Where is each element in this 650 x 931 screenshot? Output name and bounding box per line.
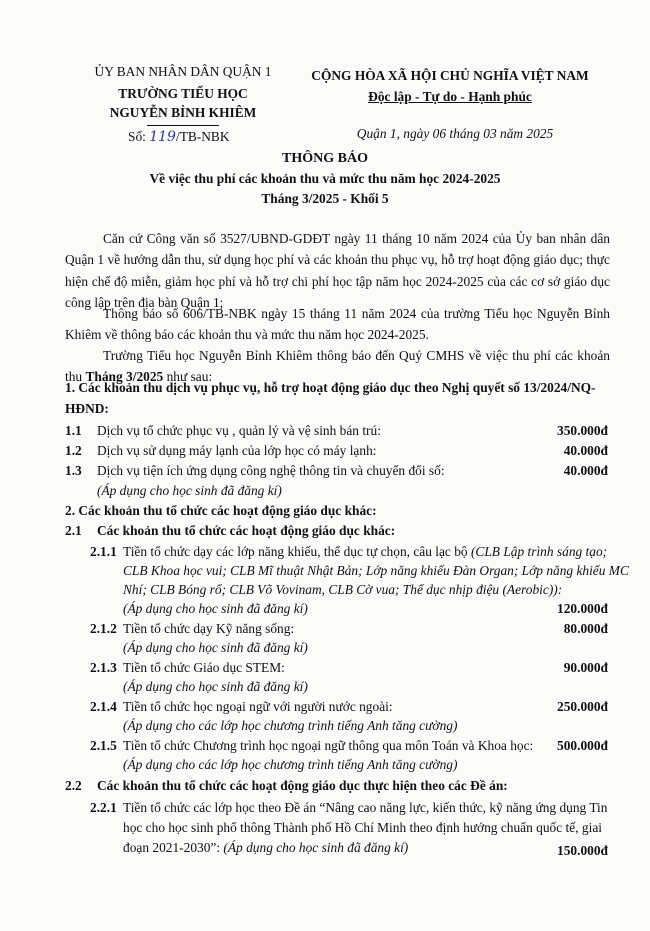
item-note: (Áp dụng cho học sinh đã đăng kí)	[123, 679, 308, 694]
item-text: Tiền tổ chức Giáo dục STEM:	[123, 660, 285, 675]
item-text: Dịch vụ tổ chức phục vụ , quản lý và vệ sinh bán trú:	[97, 423, 381, 438]
intro-paragraph-3-text: Trường Tiểu học Nguyễn Bỉnh Khiêm thông báo đến Quý CMHS về việc thu phí các khoản thu	[65, 348, 610, 385]
intro-paragraph-2: Thông báo số 606/TB-NBK ngày 15 tháng 11 năm 2024 của trường Tiểu học Nguyễn Bỉnh Khiêm về thông báo các khoản thu và mức thu năm học 2024-2025.	[65, 306, 610, 343]
item-text: Dịch vụ sử dụng máy lạnh của lớp học có máy lạnh:	[97, 443, 377, 458]
item-note: (Áp dụng cho học sinh đã đăng kí)	[223, 840, 409, 855]
item-text-italic: (CLB Lập trình sáng tạo;	[470, 544, 608, 559]
section2-2-number: 2.2	[65, 778, 82, 793]
section2-heading: 2. Các khoản thu tổ chức các hoạt động giáo dục khác:	[65, 503, 377, 518]
school-name-line1: TRƯỜNG TIỂU HỌC	[118, 86, 248, 101]
motto: Độc lập - Tự do - Hạnh phúc	[368, 89, 532, 104]
item-number: 2.1.1	[90, 544, 117, 559]
item-note: (Áp dụng cho học sinh đã đăng kí)	[123, 640, 308, 655]
notice-period: Tháng 3/2025 - Khối 5	[261, 191, 389, 206]
item-number: 2.2.1	[90, 800, 117, 815]
nation-title: CỘNG HÒA XÃ HỘI CHỦ NGHĨA VIỆT NAM	[311, 68, 589, 83]
section1-heading-line2: HĐND:	[65, 401, 109, 416]
item-amount: 80.000đ	[563, 621, 608, 636]
item-note: (Áp dụng cho học sinh đã đăng kí)	[123, 601, 308, 616]
item-amount: 350.000đ	[557, 423, 608, 438]
item-number: 1.3	[65, 463, 82, 478]
doc-number-suffix: /TB-NBK	[175, 129, 230, 144]
item-number: 2.1.5	[90, 738, 117, 753]
item-amount: 40.000đ	[563, 463, 608, 478]
intro-paragraph-3-bold: Tháng 3/2025	[85, 369, 164, 385]
school-name-line2: NGUYỄN BỈNH KHIÊM	[109, 105, 257, 120]
section2-1-number: 2.1	[65, 523, 82, 538]
item-text: Tiền tổ chức dạy Kỹ năng sống:	[123, 621, 295, 636]
item-note: (Áp dụng cho các lớp học chương trình tiếng Anh tăng cường)	[123, 718, 458, 733]
header-left-underline	[147, 125, 219, 126]
item-number: 1.1	[65, 423, 82, 438]
item-text-line2: học cho học sinh phổ thông Thành phố Hồ Chí Minh theo định hướng chuẩn quốc tế, giai	[123, 820, 602, 835]
item-amount: 250.000đ	[557, 699, 608, 714]
item-text: Tiền tổ chức học ngoại ngữ với người nước ngoài:	[123, 699, 393, 714]
item-text-line1: Tiền tổ chức các lớp học theo Đề án “Nâng cao năng lực, kiến thức, kỹ năng ứng dụng Tin	[123, 800, 608, 815]
notice-subject: Về việc thu phí các khoản thu và mức thu năm học 2024-2025	[149, 171, 501, 186]
item-number: 2.1.4	[90, 699, 117, 714]
item-amount: 150.000đ	[557, 843, 608, 858]
item-note: (Áp dụng cho các lớp học chương trình tiếng Anh tăng cường)	[123, 757, 458, 772]
item-number: 2.1.3	[90, 660, 117, 675]
intro-paragraph-3-tail: như sau:	[163, 369, 213, 385]
doc-number-handwritten: 119	[149, 129, 176, 145]
item-text-plain: Tiền tổ chức dạy các lớp năng khiếu, thể dục tự chọn, câu lạc bộ	[123, 544, 471, 559]
item-amount: 500.000đ	[557, 738, 608, 753]
item-number: 2.1.2	[90, 621, 117, 636]
item-text-line2: CLB Khoa học vui; CLB Mĩ thuật Nhật Bản; Lớp năng khiếu Đàn Organ; Lớp năng khiếu MC	[123, 563, 629, 578]
item-text: Dịch vụ tiện ích ứng dụng công nghệ thông tin và chuyển đổi số:	[97, 463, 445, 478]
item-amount: 90.000đ	[563, 660, 608, 675]
item-text	[123, 544, 607, 560]
place-date: Quận 1, ngày 06 tháng 03 năm 2025	[356, 126, 554, 141]
item-text: Tiền tổ chức Chương trình học ngoại ngữ thông qua môn Toán và Khoa học:	[123, 738, 534, 753]
agency-name: ỦY BAN NHÂN DÂN QUẬN 1	[94, 64, 272, 79]
section2-2-heading: Các khoản thu tổ chức các hoạt động giáo dục thực hiện theo các Đề án:	[97, 778, 508, 793]
notice-title: THÔNG BÁO	[282, 151, 368, 166]
item-text-line3	[123, 840, 408, 856]
section1-heading-line1: 1. Các khoản thu dịch vụ phục vụ, hỗ trợ hoạt động giáo dục theo Nghị quyết số 13/2024/NQ-	[65, 380, 596, 395]
document-number	[128, 129, 230, 145]
item-amount: 40.000đ	[563, 443, 608, 458]
doc-number-prefix: Số:	[128, 129, 146, 144]
item-number: 1.2	[65, 443, 82, 458]
item-text-line3: Nhí; CLB Bóng rổ; CLB Võ Vovinam, CLB Cờ vua; Thể dục nhịp điệu (Aerobic)):	[123, 582, 563, 597]
item-text-line3-plain: đoạn 2021-2030”:	[123, 840, 224, 855]
item-amount: 120.000đ	[557, 601, 608, 616]
section2-1-heading: Các khoản thu tổ chức các hoạt động giáo dục khác:	[97, 523, 396, 538]
item-note: (Áp dụng cho học sinh đã đăng kí)	[97, 483, 282, 498]
intro-paragraph-1: Căn cứ Công văn số 3527/UBND-GDĐT ngày 11 tháng 10 năm 2024 của Ủy ban nhân dân Quận 1 về hướng dẫn thu, sử dụng học phí và các khoản thu phục vụ, hỗ trợ hoạt động giáo dục; thực hiện chế độ miễn, giảm học phí và hỗ trợ chi phí học tập năm học 2024-2025 của các cơ sở giáo dục công lập trên địa bàn Quận 1;	[65, 231, 610, 310]
